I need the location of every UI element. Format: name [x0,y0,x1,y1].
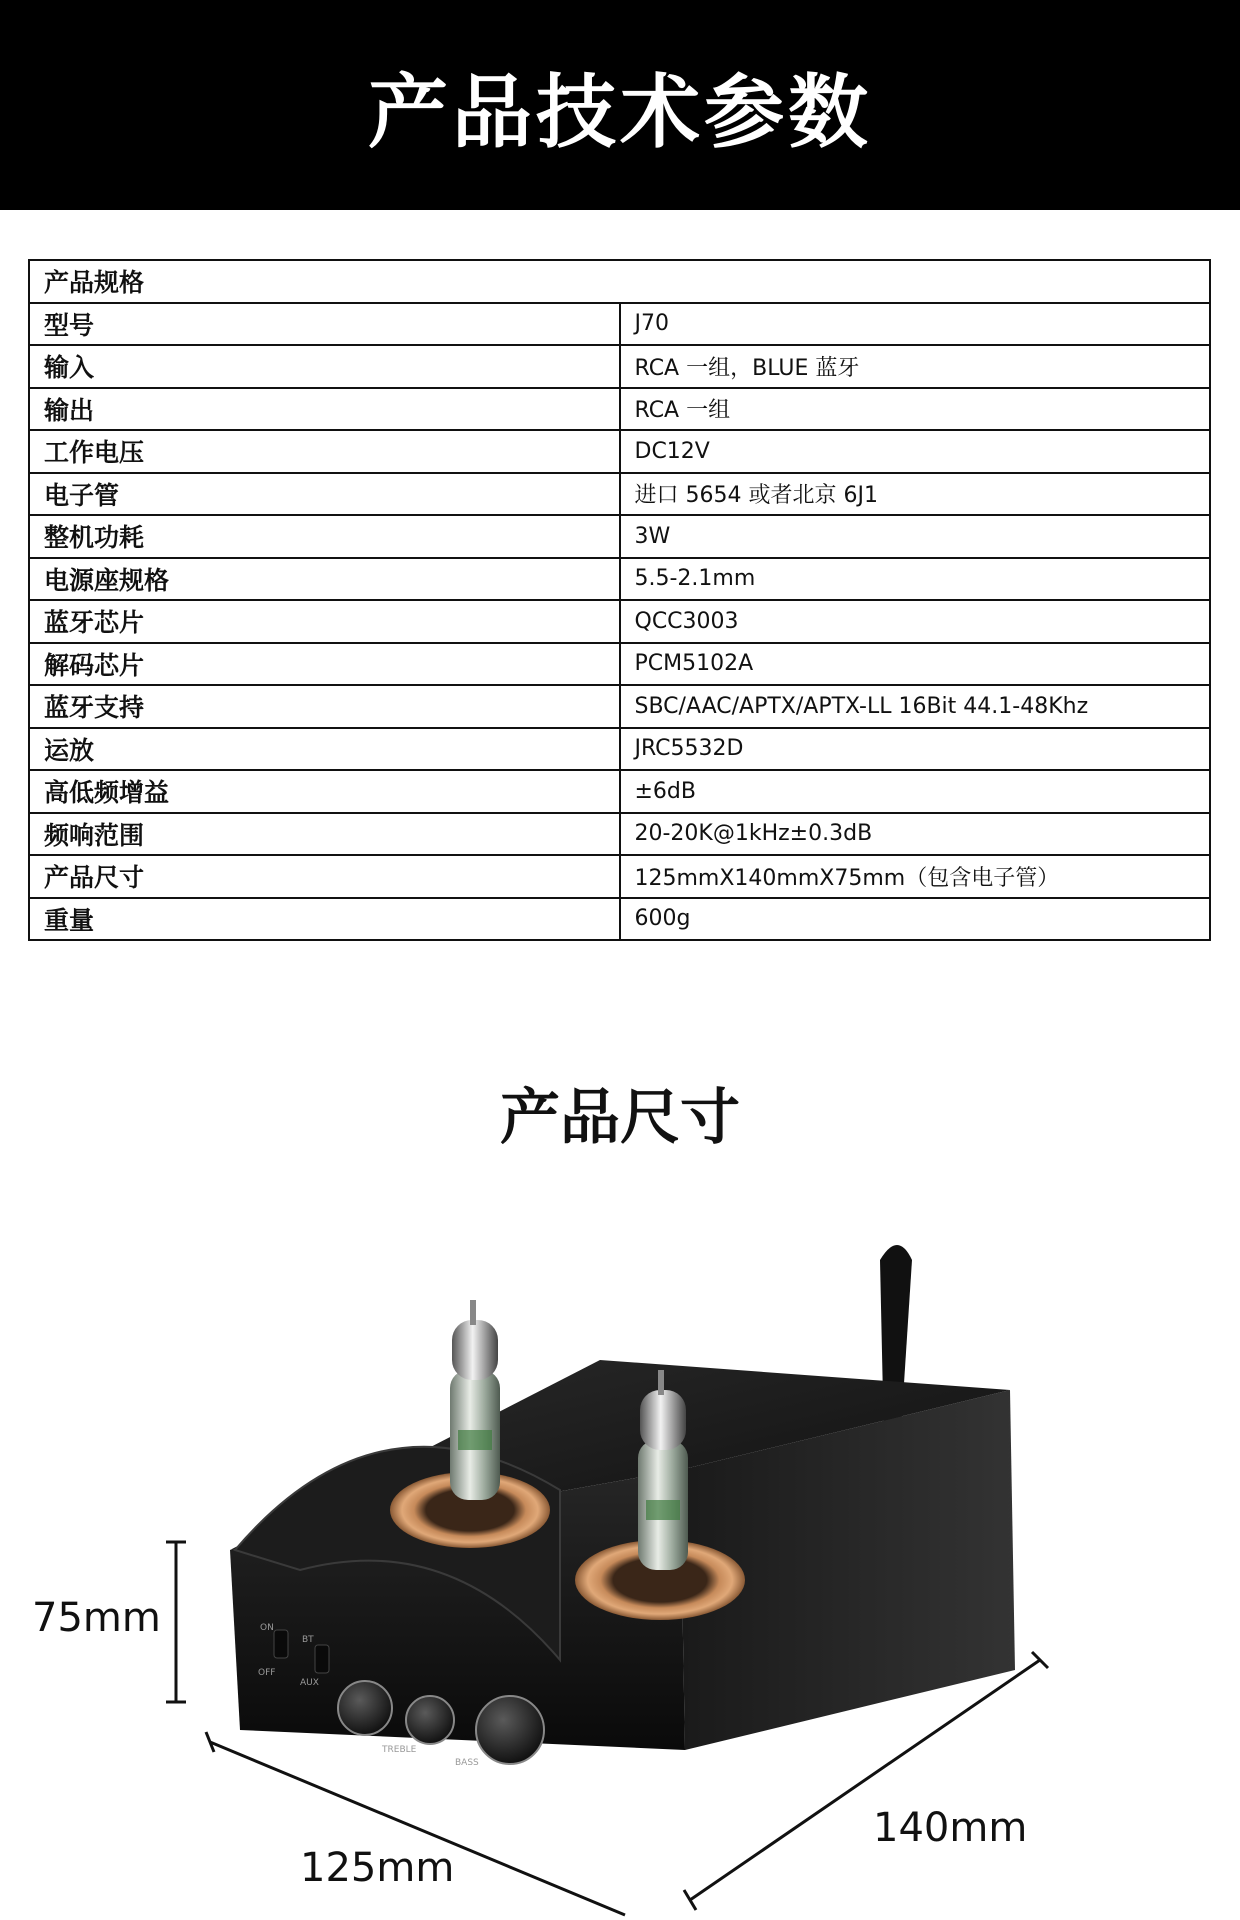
height-dimension-label: 75mm [32,1595,161,1641]
switch-off-label: OFF [258,1668,276,1678]
spec-value: RCA 一组 [620,388,1211,431]
header-banner [0,0,1240,210]
spec-row [29,643,1210,686]
spec-value: PCM5102A [620,643,1211,686]
spec-value: 进口 5654 或者北京 6J1 [620,473,1211,516]
spec-label: 产品尺寸 [29,855,620,898]
spec-value: RCA 一组，BLUE 蓝牙 [620,345,1211,388]
spec-table [28,259,1211,941]
spec-label: 整机功耗 [29,515,620,558]
spec-label: 运放 [29,728,620,771]
spec-row [29,770,1210,813]
spec-row [29,898,1210,941]
input-switch [315,1645,329,1673]
spec-value: SBC/AAC/APTX/APTX-LL 16Bit 44.1-48Khz [620,685,1211,728]
spec-label: 型号 [29,303,620,346]
spec-value: 125mmX140mmX75mm（包含电子管） [620,855,1211,898]
bass-knob [406,1696,454,1744]
dimensions-title: 产品尺寸 [500,1083,740,1153]
spec-row [29,303,1210,346]
width-dimension-label: 125mm [300,1845,455,1891]
spec-row [29,813,1210,856]
spec-value: 3W [620,515,1211,558]
spec-row [29,388,1210,431]
spec-label: 高低频增益 [29,770,620,813]
spec-row [29,430,1210,473]
spec-value: 5.5-2.1mm [620,558,1211,601]
spec-table-heading-row [29,260,1210,303]
spec-value: ±6dB [620,770,1211,813]
input-aux-label: AUX [300,1678,319,1688]
spec-value: J70 [620,303,1211,346]
spec-row [29,855,1210,898]
power-switch [274,1630,288,1658]
spec-row [29,473,1210,516]
spec-label: 解码芯片 [29,643,620,686]
spec-label: 频响范围 [29,813,620,856]
amplifier-product-image [0,1230,1240,1920]
vacuum-tube-right [638,1370,688,1570]
spec-value: QCC3003 [620,600,1211,643]
spec-row [29,728,1210,771]
spec-label: 输出 [29,388,620,431]
spec-row [29,345,1210,388]
spec-table-heading: 产品规格 [29,260,1210,303]
spec-row [29,515,1210,558]
treble-knob [338,1681,392,1735]
spec-row [29,600,1210,643]
depth-dimension-label: 140mm [873,1805,1028,1851]
switch-on-label: ON [260,1623,274,1633]
spec-value: 600g [620,898,1211,941]
spec-label: 输入 [29,345,620,388]
spec-label: 工作电压 [29,430,620,473]
height-dimension-line [166,1542,186,1702]
spec-row [29,558,1210,601]
spec-label: 电子管 [29,473,620,516]
spec-label: 重量 [29,898,620,941]
spec-label: 电源座规格 [29,558,620,601]
input-bt-label: BT [302,1635,314,1645]
spec-value: DC12V [620,430,1211,473]
treble-label: TREBLE [382,1745,417,1755]
spec-row [29,685,1210,728]
spec-value: 20-20K@1kHz±0.3dB [620,813,1211,856]
spec-value: JRC5532D [620,728,1211,771]
page-title: 产品技术参数 [368,65,872,159]
vacuum-tube-left [450,1300,500,1500]
spec-label: 蓝牙支持 [29,685,620,728]
spec-label: 蓝牙芯片 [29,600,620,643]
bass-label: BASS [455,1758,479,1768]
volume-knob [476,1696,544,1764]
